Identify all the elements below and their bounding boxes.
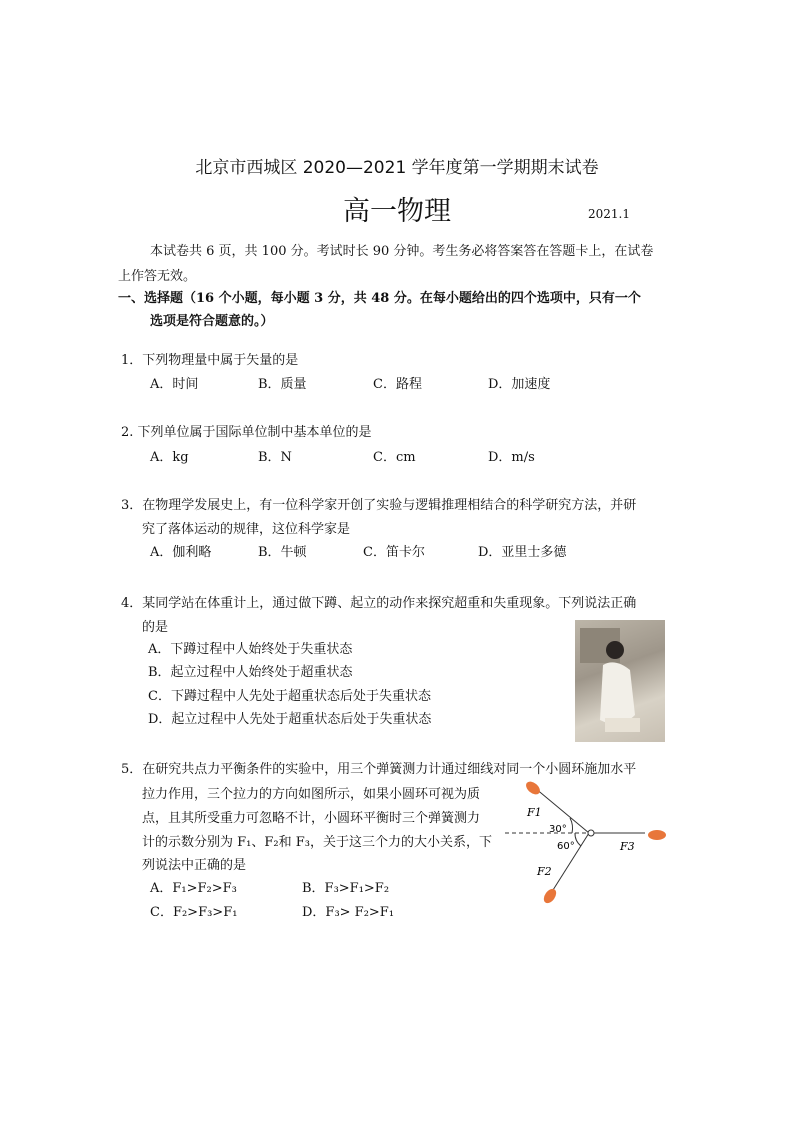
angle-30: 30°	[549, 824, 567, 835]
intro-line: 上作答无效。	[118, 269, 197, 284]
option: A．kg	[150, 450, 189, 465]
section-heading: 一、选择题（16 个小题，每小题 3 分，共 48 分。在每小题给出的四个选项中，只有一个	[118, 291, 641, 306]
squatting-student-photo	[575, 620, 665, 742]
option: B．N	[258, 450, 292, 465]
option: C．笛卡尔	[363, 545, 425, 560]
question-5-cont: 拉力作用，三个拉力的方向如图所示，如果小圆环可视为质	[142, 787, 481, 802]
option: A．伽利略	[150, 545, 212, 560]
section-heading: 选项是符合题意的。）	[150, 314, 274, 329]
question-4: 4．某同学站在体重计上，通过做下蹲、起立的动作来探究超重和失重现象。下列说法正确	[121, 596, 637, 611]
intro-line: 本试卷共 6 页，共 100 分。考试时长 90 分钟。考生务必将答案答在答题卡上，在试卷	[150, 244, 654, 259]
question-5-cont: 点，且其所受重力可忽略不计，小圆环平衡时三个弹簧测力	[142, 811, 481, 826]
option: A．下蹲过程中人始终处于失重状态	[148, 642, 353, 657]
question-5-cont: 计的示数分别为 F₁、F₂和 F₃，关于这三个力的大小关系，下	[142, 835, 492, 850]
question-3-cont: 究了落体运动的规律，这位科学家是	[142, 522, 351, 537]
option: D．加速度	[488, 377, 551, 392]
label-f1: F1	[527, 806, 542, 819]
option: B．起立过程中人始终处于超重状态	[148, 665, 353, 680]
exam-title: 北京市西城区 2020—2021 学年度第一学期期末试卷	[195, 158, 599, 178]
angle-60: 60°	[557, 841, 575, 852]
option: C．路程	[373, 377, 422, 392]
force-diagram	[505, 778, 670, 908]
exam-date: 2021.1	[588, 207, 630, 221]
question-5: 5．在研究共点力平衡条件的实验中，用三个弹簧测力计通过细线对同一个小圆环施加水平	[121, 762, 637, 777]
option: A．时间	[150, 377, 199, 392]
label-f2: F2	[537, 865, 552, 878]
option: C．F₂>F₃>F₁	[150, 905, 238, 920]
option: B．F₃>F₁>F₂	[302, 881, 390, 896]
option: C．cm	[373, 450, 416, 465]
option: B．牛顿	[258, 545, 307, 560]
label-f3: F3	[620, 840, 635, 853]
question-4-cont: 的是	[142, 620, 169, 635]
question-3: 3．在物理学发展史上，有一位科学家开创了实验与逻辑推理相结合的科学研究方法，并研	[121, 498, 637, 513]
option: D．亚里士多德	[478, 545, 567, 560]
option: B．质量	[258, 377, 307, 392]
option: D．F₃> F₂>F₁	[302, 905, 395, 920]
question-2: 2. 下列单位属于国际单位制中基本单位的是	[121, 425, 372, 440]
question-1: 1．下列物理量中属于矢量的是	[121, 353, 299, 368]
option: C．下蹲过程中人先处于超重状态后处于失重状态	[148, 689, 431, 704]
option: D．起立过程中人先处于超重状态后处于失重状态	[148, 712, 432, 727]
subject-title: 高一物理	[343, 196, 451, 227]
option: A．F₁>F₂>F₃	[150, 881, 237, 896]
question-5-cont: 列说法中正确的是	[142, 858, 247, 873]
option: D．m/s	[488, 450, 535, 465]
